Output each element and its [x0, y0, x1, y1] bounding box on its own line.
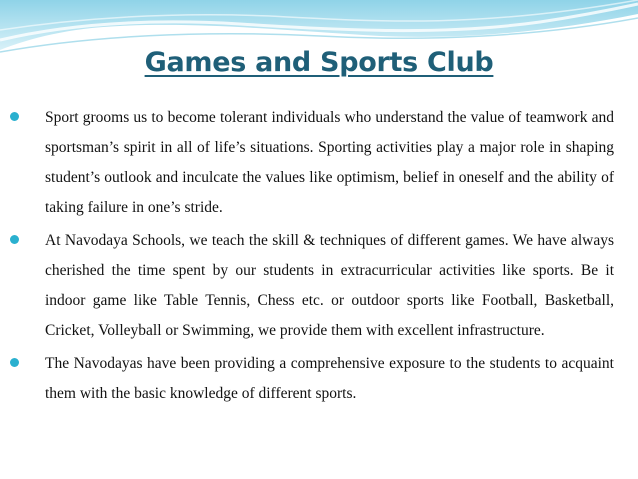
bullet-item — [10, 226, 614, 346]
bullet-text: Sport grooms us to become tolerant individuals who understand the value of teamwork and sportsman’s spirit in all of life’s situations. Sporting activities play a major role in shaping student’s outlook and inculcate the values like optimism, belief in oneself and the ability of taking failure in one’s stride. — [45, 109, 614, 216]
bullet-item — [10, 103, 614, 223]
bullet-text: At Navodaya Schools, we teach the skill & techniques of different games. We have always cherished the time spent by our students in extracurricular activities like sports. Be it indoor game like Table Tennis, Chess etc. or outdoor sports like Football, Basketball, Cricket, Volleyball or Swimming, we provide them with excellent infrastructure. — [45, 232, 614, 339]
bullet-dot-icon — [10, 112, 19, 121]
bullet-item — [10, 349, 614, 409]
bullet-text: The Navodayas have been providing a comprehensive exposure to the students to acquaint them with the basic knowledge of different sports. — [45, 355, 614, 402]
bullet-dot-icon — [10, 235, 19, 244]
bullet-dot-icon — [10, 358, 19, 367]
slide-title: Games and Sports Club — [144, 47, 494, 78]
bullet-list — [10, 103, 614, 412]
